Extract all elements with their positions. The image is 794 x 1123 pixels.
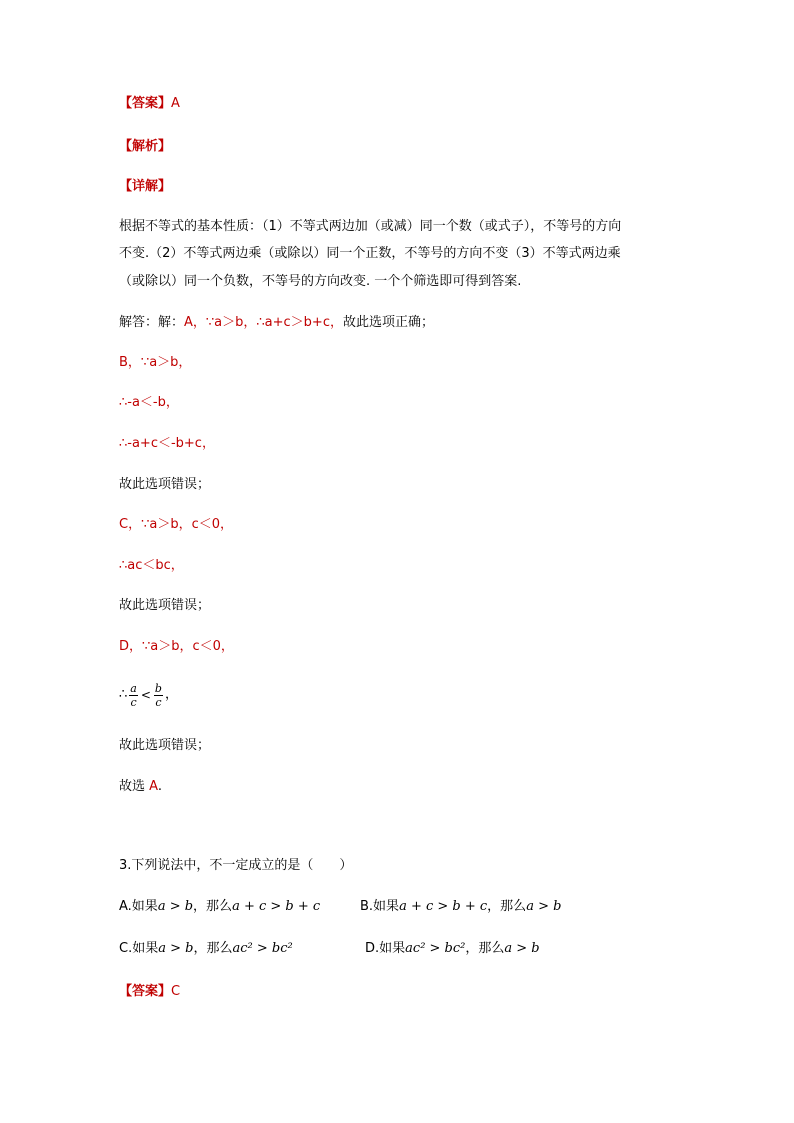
answer-tag: 【答案】 [119, 96, 172, 111]
answer-value: A [171, 96, 180, 111]
option-a-result: a + c > b + c [232, 899, 321, 914]
solution-a-suffix: 故此选项正确； [342, 315, 434, 330]
fraction-numerator: b [154, 681, 162, 695]
question-3-stem: 3.下列说法中，不一定成立的是（ ） [119, 858, 353, 873]
explanation-line-1: 根据不等式的基本性质：（1）不等式两边加（或减）同一个数（或式子），不等号的方向 [119, 219, 622, 234]
fraction-denominator: c [130, 695, 137, 709]
option-b-result: a > b [526, 899, 562, 914]
option-a-condition: a > b [157, 899, 194, 914]
solution-b-line-4: 故此选项错误； [119, 477, 211, 492]
question-3-option-c [119, 940, 293, 958]
analysis-tag: 【解析】 [119, 139, 172, 154]
solution-c-line-1: C，∵a＞b，c＜0， [119, 517, 233, 532]
fraction-b-over-c [154, 682, 163, 709]
explanation-line-3: （或除以）同一个负数，不等号的方向改变. 一个个筛选即可得到答案. [119, 274, 522, 289]
solution-c-line-3: 故此选项错误； [119, 598, 211, 613]
option-b-label: B.如果 [360, 899, 400, 914]
solution-prefix: 解答：解： [119, 315, 185, 330]
answer-line [119, 95, 180, 113]
fraction-denominator: c [155, 695, 162, 709]
solution-c-line-2: ∴ac＜bc， [119, 558, 184, 573]
fraction-a-over-c [129, 682, 138, 709]
final-suffix: . [157, 779, 162, 794]
therefore-symbol: ∴ [119, 687, 128, 702]
explanation-line-2: 不变.（2）不等式两边乘（或除以）同一个正数，不等号的方向不变（3）不等式两边乘 [119, 246, 621, 261]
option-c-label: C.如果 [119, 941, 159, 956]
question-3-option-a [119, 898, 320, 916]
solution-d-line-1: D，∵a＞b，c＜0， [119, 639, 234, 654]
question-3-option-b [360, 898, 561, 916]
answer-3-line [119, 983, 180, 1001]
option-c-result: ac² > bc² [232, 941, 293, 956]
option-b-condition: a + c > b + c [399, 899, 488, 914]
solution-d-line-2 [119, 680, 178, 711]
solution-b-line-2: ∴-a＜-b， [119, 395, 179, 410]
final-prefix: 故选 [119, 779, 150, 794]
fraction-numerator: a [130, 681, 137, 695]
solution-final [119, 778, 162, 796]
option-d-condition: ac² > bc² [405, 941, 466, 956]
solution-b-line-3: ∴-a+c＜-b+c， [119, 436, 215, 451]
answer-3-tag: 【答案】 [119, 984, 172, 999]
less-than-sign: < [140, 688, 151, 702]
solution-a-line [119, 314, 434, 332]
question-3-option-d [365, 940, 540, 958]
option-a-label: A.如果 [119, 899, 158, 914]
option-b-mid: ，那么 [487, 899, 527, 914]
solution-b-line-1: B，∵a＞b， [119, 355, 192, 370]
option-d-label: D.如果 [365, 941, 406, 956]
option-a-mid: ，那么 [193, 899, 233, 914]
option-d-mid: ，那么 [465, 941, 505, 956]
answer-3-value: C [171, 984, 181, 999]
solution-a-body: A，∵a＞b，∴a+c＞b+c， [184, 315, 343, 330]
solution-d-line-3: 故此选项错误； [119, 738, 211, 753]
option-c-mid: ，那么 [193, 941, 233, 956]
solution-d-line-2-tail: ， [164, 687, 178, 702]
option-c-condition: a > b [158, 941, 194, 956]
option-d-result: a > b [504, 941, 540, 956]
detail-tag: 【详解】 [119, 179, 172, 194]
final-choice: A [149, 779, 158, 794]
